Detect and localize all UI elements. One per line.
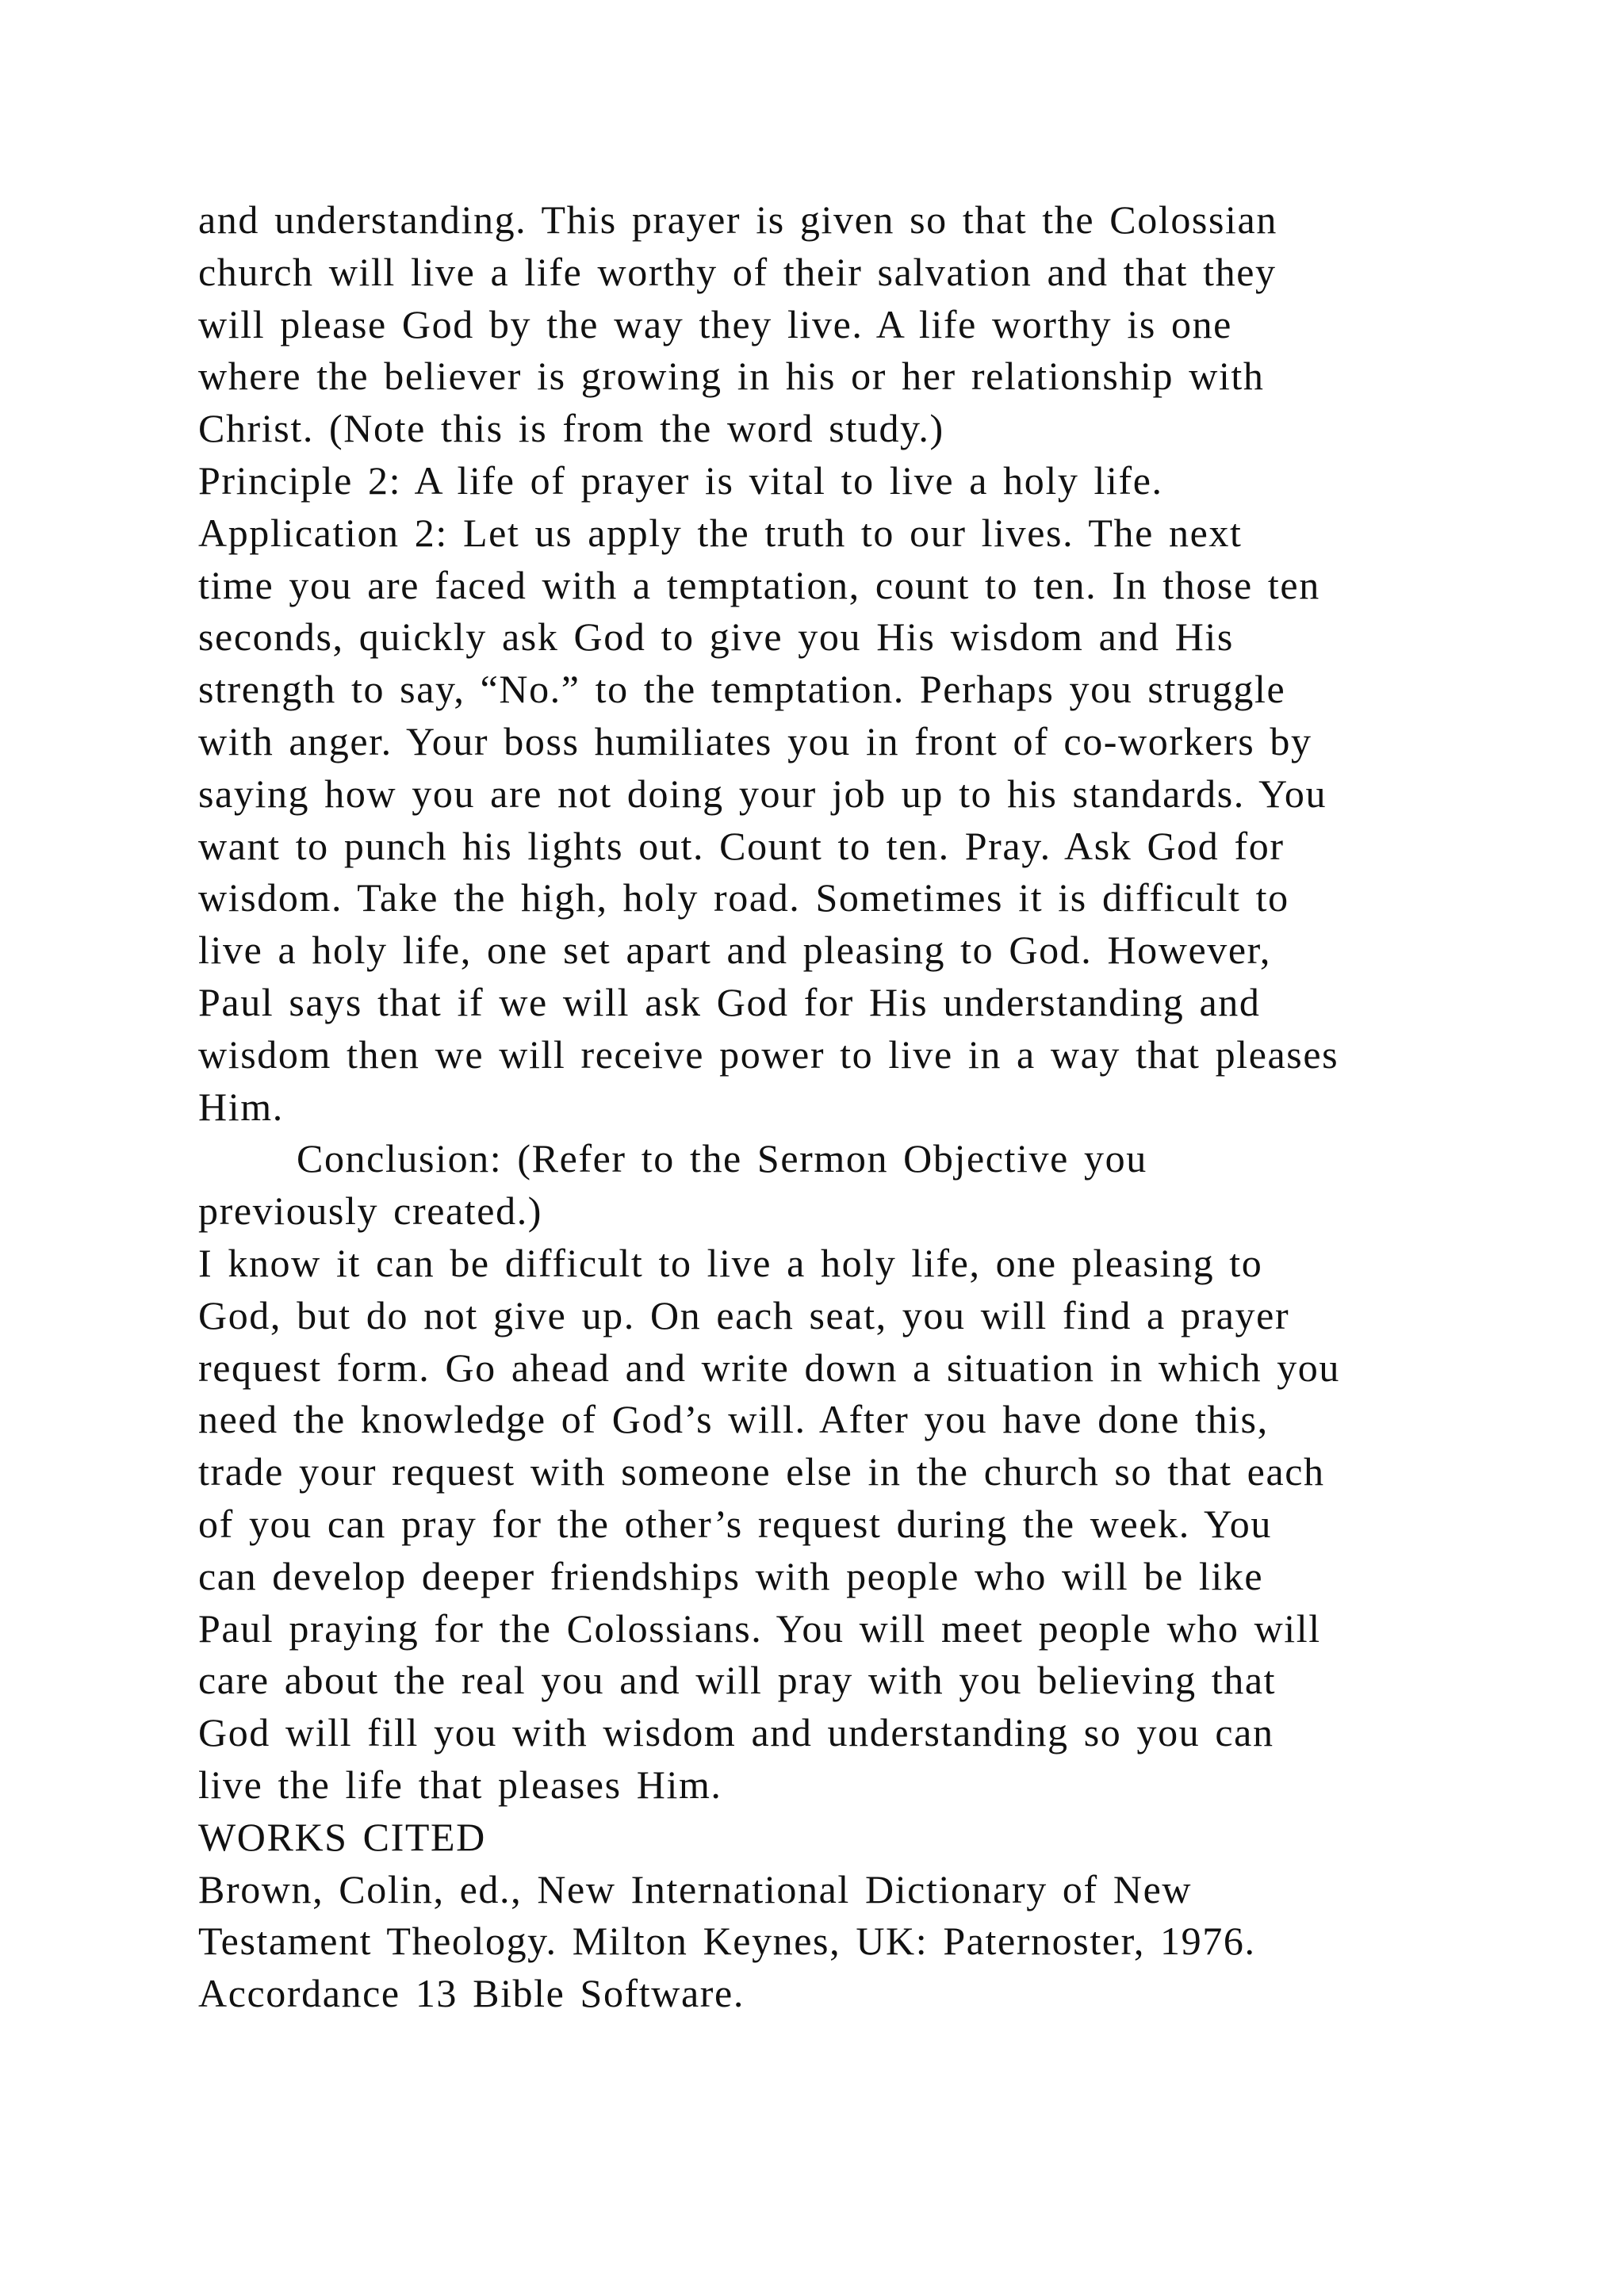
body-text-line: church will live a life worthy of their salvation and that they [198,249,1277,294]
body-text-line: care about the real you and will pray with you believing that [198,1658,1277,1703]
body-text-line: can develop deeper friendships with people who will be like [198,1553,1264,1598]
body-text-line: Paul praying for the Colossians. You will meet people who will [198,1605,1321,1651]
body-text-line: live the life that pleases Him. [198,1762,722,1807]
body-text-line: previously created.) [198,1188,543,1234]
works-cited-heading: WORKS CITED [198,1814,486,1859]
body-text-line: seconds, quickly ask God to give you His wisdom and His [198,614,1234,660]
body-text-line: with anger. Your boss humiliates you in front of co-workers by [198,718,1312,763]
citation-line: Accordance 13 Bible Software. [198,1971,745,2016]
body-text-line: time you are faced with a temptation, count to ten. In those ten [198,562,1320,607]
body-text-line: will please God by the way they live. A life worthy is one [198,301,1232,346]
principle-heading: Principle 2: A life of prayer is vital to live a holy life. [198,457,1163,503]
body-text-line: God, but do not give up. On each seat, you will find a prayer [198,1292,1290,1337]
citation-line: Testament Theology. Milton Keynes, UK: Paternoster, 1976. [198,1919,1256,1964]
application-heading: Application 2: Let us apply the truth to our lives. The next [198,510,1243,555]
body-text-line: want to punch his lights out. Count to ten. Pray. Ask God for [198,823,1285,868]
body-text-line: of you can pray for the other’s request during the week. You [198,1501,1272,1546]
document-body-text [198,194,1483,2020]
body-text-line: God will fill you with wisdom and understanding so you can [198,1710,1274,1755]
conclusion-heading: Conclusion: (Refer to the Sermon Objective you [297,1136,1147,1181]
body-text-line: I know it can be difficult to live a holy life, one pleasing to [198,1240,1263,1285]
body-text-line: Paul says that if we will ask God for His understanding and [198,979,1261,1024]
body-text-line: and understanding. This prayer is given so that the Colossian [198,197,1277,242]
body-text-line: Him. [198,1084,284,1129]
body-text-line: trade your request with someone else in the church so that each [198,1449,1325,1494]
body-text-line: live a holy life, one set apart and pleasing to God. However, [198,928,1272,973]
body-text-line: where the believer is growing in his or her relationship with [198,354,1265,399]
body-text-line: request form. Go ahead and write down a situation in which you [198,1345,1340,1390]
citation-line: Brown, Colin, ed., New International Dictionary of New [198,1866,1193,1911]
body-text-line: saying how you are not doing your job up to his standards. You [198,771,1327,816]
body-text-line: need the knowledge of God’s will. After you have done this, [198,1397,1269,1442]
body-text-line: wisdom then we will receive power to live in a way that pleases [198,1031,1339,1077]
body-text-line: Christ. (Note this is from the word study.) [198,406,944,451]
body-text-line: strength to say, “No.” to the temptation. Perhaps you struggle [198,667,1286,712]
body-text-line: wisdom. Take the high, holy road. Sometimes it is difficult to [198,875,1289,920]
